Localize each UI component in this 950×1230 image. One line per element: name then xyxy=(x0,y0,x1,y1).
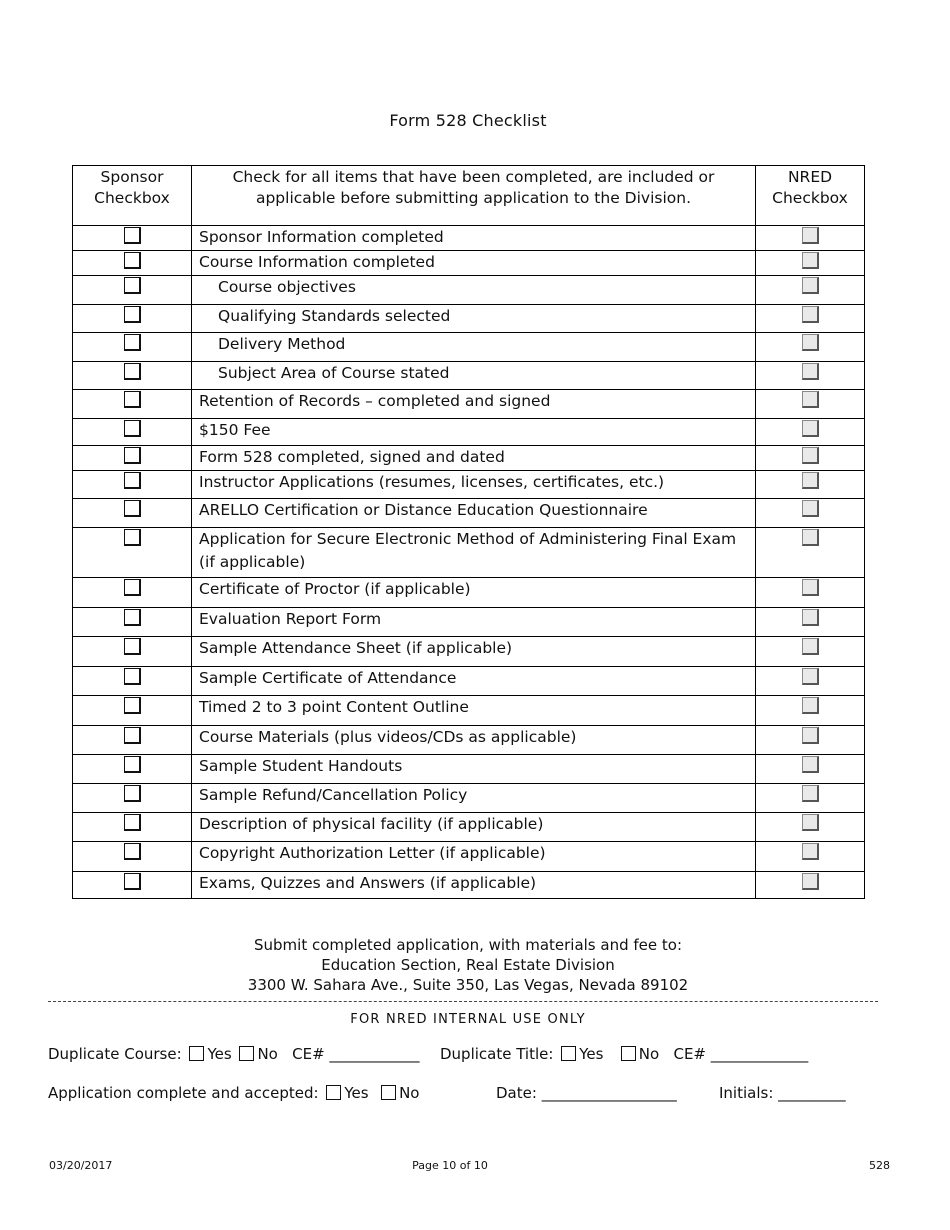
sponsor-checkbox[interactable] xyxy=(124,727,141,744)
nred-cell xyxy=(756,608,865,637)
duplicate-title-label: Duplicate Title: xyxy=(440,1045,554,1063)
sponsor-checkbox[interactable] xyxy=(124,363,141,380)
sponsor-checkbox[interactable] xyxy=(124,609,141,626)
dashed-divider xyxy=(48,1001,878,1002)
nred-checkbox[interactable] xyxy=(802,420,819,437)
sponsor-cell xyxy=(73,419,192,446)
sponsor-checkbox[interactable] xyxy=(124,334,141,351)
sponsor-cell xyxy=(73,755,192,784)
nred-checkbox[interactable] xyxy=(802,638,819,655)
nred-checkbox[interactable] xyxy=(802,277,819,294)
date-field[interactable]: __________________ xyxy=(541,1084,677,1102)
checklist-item-label: ARELLO Certification or Distance Education Questionnaire xyxy=(192,499,756,528)
nred-cell xyxy=(756,842,865,872)
checklist-item-label: Sample Attendance Sheet (if applicable) xyxy=(192,637,756,667)
nred-checkbox[interactable] xyxy=(802,668,819,685)
nred-checkbox[interactable] xyxy=(802,579,819,596)
nred-checkbox[interactable] xyxy=(802,873,819,890)
checklist-item-label: Copyright Authorization Letter (if applicable) xyxy=(192,842,756,872)
checklist-row xyxy=(73,667,865,696)
nred-cell xyxy=(756,251,865,276)
sponsor-checkbox[interactable] xyxy=(124,447,141,464)
duplicate-course-no-label: No xyxy=(257,1045,278,1063)
sponsor-checkbox[interactable] xyxy=(124,306,141,323)
duplicate-course-no-checkbox[interactable] xyxy=(239,1046,254,1061)
sponsor-checkbox[interactable] xyxy=(124,500,141,517)
sponsor-cell xyxy=(73,226,192,251)
checklist-row xyxy=(73,333,865,362)
checklist-item-label: Course objectives xyxy=(192,276,756,305)
nred-cell xyxy=(756,726,865,755)
checklist-row xyxy=(73,446,865,471)
checklist-row xyxy=(73,390,865,419)
sponsor-cell xyxy=(73,276,192,305)
checklist-item-label: Delivery Method xyxy=(192,333,756,362)
description-column-header: Check for all items that have been completed, are included or applicable before submitting application to the Division. xyxy=(192,166,756,226)
sponsor-checkbox[interactable] xyxy=(124,252,141,269)
initials-group xyxy=(719,1084,846,1102)
sponsor-cell xyxy=(73,696,192,726)
checklist-row xyxy=(73,528,865,578)
checklist-row xyxy=(73,696,865,726)
nred-cell xyxy=(756,390,865,419)
date-label: Date: xyxy=(496,1084,537,1102)
checklist-row xyxy=(73,872,865,899)
duplicate-title-no-label: No xyxy=(638,1045,660,1063)
checklist-item-label: Description of physical facility (if applicable) xyxy=(192,813,756,842)
checklist-item-label: Qualifying Standards selected xyxy=(192,305,756,333)
ce-number-field-2[interactable]: _____________ xyxy=(710,1045,809,1063)
checklist-item-label: Timed 2 to 3 point Content Outline xyxy=(192,696,756,726)
ce-label: CE# xyxy=(292,1045,325,1063)
sponsor-cell xyxy=(73,784,192,813)
checklist-row xyxy=(73,226,865,251)
initials-field[interactable]: _________ xyxy=(778,1084,846,1102)
checklist-row xyxy=(73,726,865,755)
checklist-row xyxy=(73,608,865,637)
sponsor-checkbox[interactable] xyxy=(124,873,141,890)
app-complete-no-label: No xyxy=(399,1084,420,1102)
duplicate-title-group xyxy=(440,1045,808,1063)
checklist-row xyxy=(73,499,865,528)
nred-cell xyxy=(756,471,865,499)
ce-label: CE# xyxy=(673,1045,706,1063)
nred-checkbox[interactable] xyxy=(802,500,819,517)
app-complete-no-checkbox[interactable] xyxy=(381,1085,396,1100)
sponsor-checkbox[interactable] xyxy=(124,472,141,489)
sponsor-cell xyxy=(73,578,192,608)
sponsor-checkbox[interactable] xyxy=(124,227,141,244)
nred-cell xyxy=(756,637,865,667)
date-group xyxy=(496,1084,677,1102)
sponsor-cell xyxy=(73,390,192,419)
sponsor-cell xyxy=(73,813,192,842)
nred-cell xyxy=(756,419,865,446)
nred-cell xyxy=(756,499,865,528)
duplicate-course-yes-label: Yes xyxy=(207,1045,232,1063)
checklist-item-label: Sample Student Handouts xyxy=(192,755,756,784)
sponsor-checkbox[interactable] xyxy=(124,529,141,546)
nred-checkbox[interactable] xyxy=(802,472,819,489)
sponsor-checkbox[interactable] xyxy=(124,638,141,655)
checklist-item-label: Instructor Applications (resumes, licenses, certificates, etc.) xyxy=(192,471,756,499)
nred-checkbox[interactable] xyxy=(802,306,819,323)
nred-checkbox[interactable] xyxy=(802,334,819,351)
checklist-item-label: Application for Secure Electronic Method of Administering Final Exam (if applicable) xyxy=(192,528,756,578)
checklist-row xyxy=(73,755,865,784)
sponsor-cell xyxy=(73,362,192,390)
sponsor-cell xyxy=(73,528,192,578)
nred-checkbox[interactable] xyxy=(802,609,819,626)
nred-cell xyxy=(756,226,865,251)
sponsor-column-header: Sponsor Checkbox xyxy=(73,166,192,226)
checklist-row xyxy=(73,842,865,872)
checklist-row xyxy=(73,305,865,333)
submit-line-2: Education Section, Real Estate Division xyxy=(321,956,615,974)
checklist-item-label: Course Information completed xyxy=(192,251,756,276)
sponsor-cell xyxy=(73,305,192,333)
app-complete-label: Application complete and accepted: xyxy=(48,1084,319,1102)
nred-cell xyxy=(756,784,865,813)
nred-cell xyxy=(756,305,865,333)
footer-form-number: 528 xyxy=(869,1159,890,1172)
ce-number-field-1[interactable]: ____________ xyxy=(329,1045,420,1063)
sponsor-checkbox[interactable] xyxy=(124,814,141,831)
duplicate-title-no-checkbox[interactable] xyxy=(621,1046,636,1061)
nred-cell xyxy=(756,276,865,305)
nred-cell xyxy=(756,333,865,362)
nred-cell xyxy=(756,872,865,899)
nred-checkbox[interactable] xyxy=(802,363,819,380)
sponsor-checkbox[interactable] xyxy=(124,668,141,685)
checklist-row xyxy=(73,251,865,276)
nred-cell xyxy=(756,446,865,471)
nred-checkbox[interactable] xyxy=(802,697,819,714)
checklist-item-label: Form 528 completed, signed and dated xyxy=(192,446,756,471)
sponsor-cell xyxy=(73,608,192,637)
nred-cell xyxy=(756,755,865,784)
submit-instructions xyxy=(0,935,936,995)
duplicate-course-label: Duplicate Course: xyxy=(48,1045,182,1063)
nred-checkbox[interactable] xyxy=(802,785,819,802)
app-complete-yes-label: Yes xyxy=(344,1084,369,1102)
checklist-item-label: Subject Area of Course stated xyxy=(192,362,756,390)
nred-checkbox[interactable] xyxy=(802,391,819,408)
checklist-row xyxy=(73,362,865,390)
sponsor-checkbox[interactable] xyxy=(124,697,141,714)
nred-cell xyxy=(756,578,865,608)
nred-cell xyxy=(756,696,865,726)
nred-checkbox[interactable] xyxy=(802,756,819,773)
footer-date: 03/20/2017 xyxy=(49,1159,113,1172)
sponsor-checkbox[interactable] xyxy=(124,843,141,860)
checklist-item-label: Sponsor Information completed xyxy=(192,226,756,251)
checklist-table xyxy=(72,165,865,899)
checklist-item-label: Exams, Quizzes and Answers (if applicable) xyxy=(192,872,756,899)
duplicate-course-group xyxy=(48,1045,419,1063)
nred-cell xyxy=(756,362,865,390)
footer-page-number: Page 10 of 10 xyxy=(412,1159,488,1172)
sponsor-cell xyxy=(73,637,192,667)
duplicate-title-yes-label: Yes xyxy=(579,1045,604,1063)
checklist-item-label: Sample Certificate of Attendance xyxy=(192,667,756,696)
sponsor-checkbox[interactable] xyxy=(124,579,141,596)
internal-use-heading: FOR NRED INTERNAL USE ONLY xyxy=(350,1012,586,1027)
sponsor-cell xyxy=(73,251,192,276)
checklist-item-label: $150 Fee xyxy=(192,419,756,446)
checklist-item-label: Certificate of Proctor (if applicable) xyxy=(192,578,756,608)
sponsor-checkbox[interactable] xyxy=(124,391,141,408)
checklist-row xyxy=(73,813,865,842)
app-complete-yes-checkbox[interactable] xyxy=(326,1085,341,1100)
initials-label: Initials: xyxy=(719,1084,774,1102)
page-title: Form 528 Checklist xyxy=(389,111,547,130)
checklist-row xyxy=(73,276,865,305)
nred-checkbox[interactable] xyxy=(802,529,819,546)
app-complete-group xyxy=(48,1084,419,1102)
sponsor-cell xyxy=(73,471,192,499)
checklist-item-label: Sample Refund/Cancellation Policy xyxy=(192,784,756,813)
nred-checkbox[interactable] xyxy=(802,814,819,831)
sponsor-cell xyxy=(73,333,192,362)
sponsor-checkbox[interactable] xyxy=(124,420,141,437)
nred-checkbox[interactable] xyxy=(802,227,819,244)
checklist-row xyxy=(73,419,865,446)
sponsor-cell xyxy=(73,872,192,899)
sponsor-cell xyxy=(73,667,192,696)
sponsor-cell xyxy=(73,499,192,528)
checklist-row xyxy=(73,637,865,667)
nred-cell xyxy=(756,528,865,578)
sponsor-cell xyxy=(73,726,192,755)
checklist-item-label: Retention of Records – completed and signed xyxy=(192,390,756,419)
nred-checkbox[interactable] xyxy=(802,843,819,860)
submit-line-1: Submit completed application, with materials and fee to: xyxy=(254,936,682,954)
sponsor-checkbox[interactable] xyxy=(124,277,141,294)
checklist-item-label: Course Materials (plus videos/CDs as applicable) xyxy=(192,726,756,755)
checklist-row xyxy=(73,578,865,608)
sponsor-checkbox[interactable] xyxy=(124,756,141,773)
nred-cell xyxy=(756,813,865,842)
sponsor-checkbox[interactable] xyxy=(124,785,141,802)
nred-checkbox[interactable] xyxy=(802,252,819,269)
checklist-row xyxy=(73,784,865,813)
nred-cell xyxy=(756,667,865,696)
submit-address: 3300 W. Sahara Ave., Suite 350, Las Vegas, Nevada 89102 xyxy=(247,976,689,994)
nred-column-header: NRED Checkbox xyxy=(756,166,865,226)
duplicate-course-yes-checkbox[interactable] xyxy=(189,1046,204,1061)
sponsor-cell xyxy=(73,446,192,471)
checklist-row xyxy=(73,471,865,499)
nred-checkbox[interactable] xyxy=(802,447,819,464)
nred-checkbox[interactable] xyxy=(802,727,819,744)
checklist-item-label: Evaluation Report Form xyxy=(192,608,756,637)
sponsor-cell xyxy=(73,842,192,872)
duplicate-title-yes-checkbox[interactable] xyxy=(561,1046,576,1061)
